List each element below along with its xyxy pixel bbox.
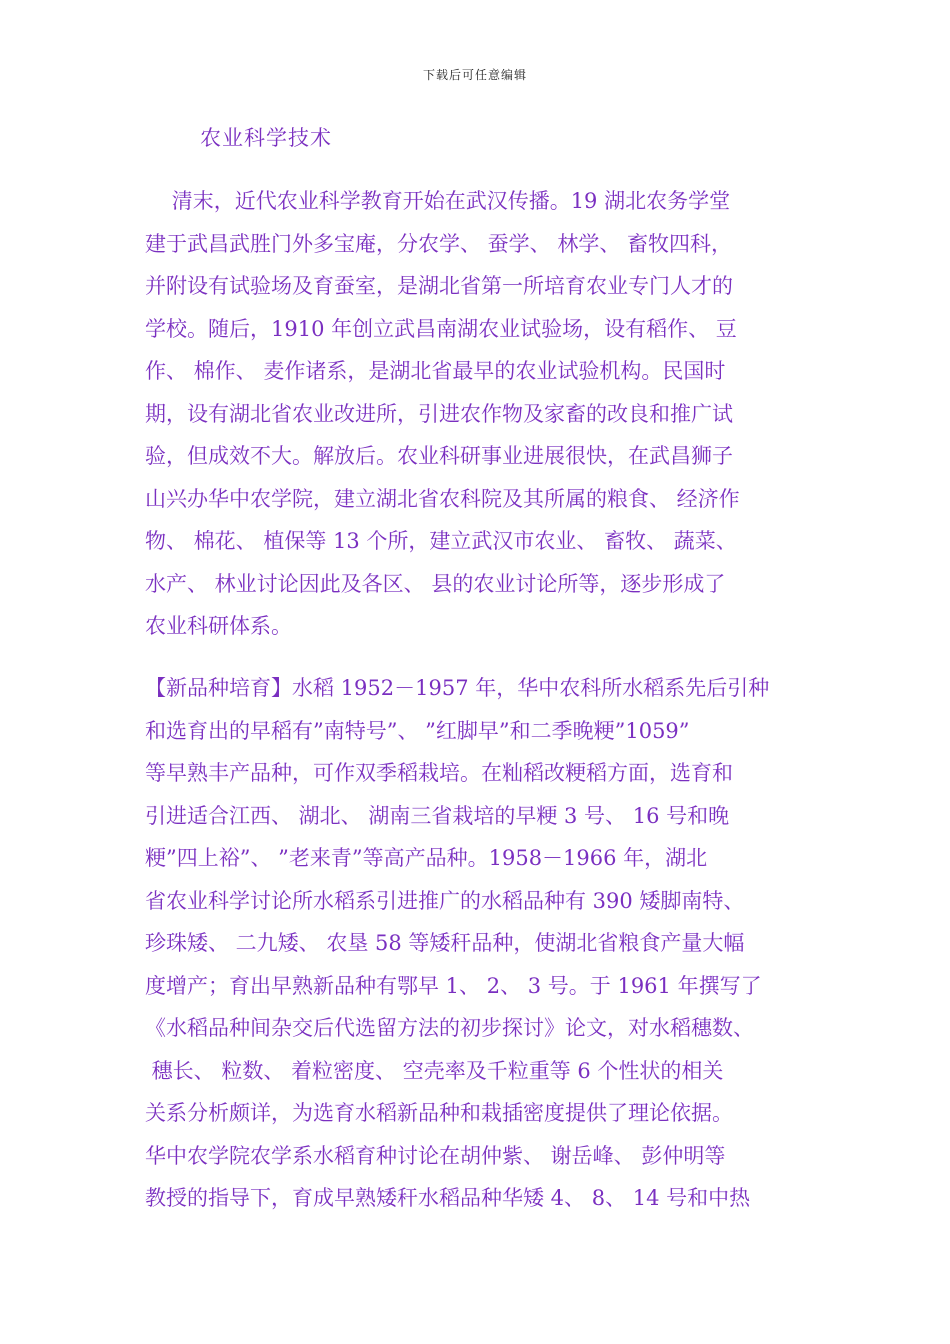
document-title: 农业科学技术: [200, 126, 332, 150]
paragraph-line: 并附设有试验场及育蚕室，是湖北省第一所培育农业专门人才的: [145, 274, 733, 298]
paragraph-line: 粳”四上裕”、 ”老来青”等高产品种。1958－1966 年，湖北: [145, 846, 708, 870]
paragraph-line: 度增产；育出早熟新品种有鄂早 1、 2、 3 号。于 1961 年撰写了: [145, 973, 762, 998]
paragraph-line: 引进适合江西、 湖北、 湖南三省栽培的早粳 3 号、 16 号和晚: [145, 803, 730, 828]
paragraph-line: 山兴办华中农学院，建立湖北省农科院及其所属的粮食、 经济作: [145, 486, 740, 511]
paragraph-1: [145, 180, 807, 648]
paragraph-line: 《水稻品种间杂交后代选留方法的初步探讨》论文，对水稻穗数、: [145, 1016, 754, 1040]
paragraph-line: 作、 棉作、 麦作诸系，是湖北省最早的农业试验机构。民国时: [145, 359, 726, 383]
header-note: 下载后可任意编辑: [422, 68, 527, 82]
paragraph-line: 和选育出的早稻有”南特号”、 ”红脚早”和二季晚粳”1059”: [145, 718, 690, 743]
paragraph-line: 关系分析颇详，为选育水稻新品种和栽插密度提供了理论依据。: [145, 1101, 733, 1125]
paragraph-line: 物、 棉花、 植保等 13 个所，建立武汉市农业、 畜牧、 蔬菜、: [145, 529, 737, 553]
paragraph-line: 水产、 林业讨论因此及各区、 县的农业讨论所等，逐步形成了: [145, 571, 726, 596]
paragraph-line: 验，但成效不大。解放后。农业科研事业进展很快，在武昌狮子: [145, 444, 733, 468]
paragraph-line: 建于武昌武胜门外多宝庵，分农学、 蚕学、 林学、 畜牧四科，: [145, 231, 733, 256]
paragraph-line: 期，设有湖北省农业改进所，引进农作物及家畜的改良和推广试: [145, 401, 733, 426]
paragraph-line: 学校。随后，1910 年创立武昌南湖农业试验场，设有稻作、 豆: [145, 316, 737, 341]
paragraph-line: 省农业科学讨论所水稻系引进推广的水稻品种有 390 矮脚南特、: [145, 888, 745, 913]
paragraph-line: 农业科研体系。: [145, 614, 292, 638]
paragraph-line: 【新品种培育】水稻 1952－1957 年，华中农科所水稻系先后引种: [145, 676, 770, 700]
paragraph-line: 教授的指导下，育成早熟矮秆水稻品种华矮 4、 8、 14 号和中热: [145, 1186, 751, 1210]
paragraph-line: 等早熟丰产品种，可作双季稻栽培。在籼稻改粳稻方面，选育和: [145, 761, 733, 785]
paragraph-2: [145, 667, 807, 1220]
paragraph-line: 华中农学院农学系水稻育种讨论在胡仲紫、 谢岳峰、 彭仲明等: [145, 1143, 726, 1168]
paragraph-line: 珍珠矮、 二九矮、 农垦 58 等矮秆品种，使湖北省粮食产量大幅: [145, 931, 745, 955]
paragraph-line: 清末，近代农业科学教育开始在武汉传播。19 湖北农务学堂: [145, 189, 731, 213]
paragraph-line: 穗长、 粒数、 着粒密度、 空壳率及千粒重等 6 个性状的相关: [145, 1058, 724, 1083]
